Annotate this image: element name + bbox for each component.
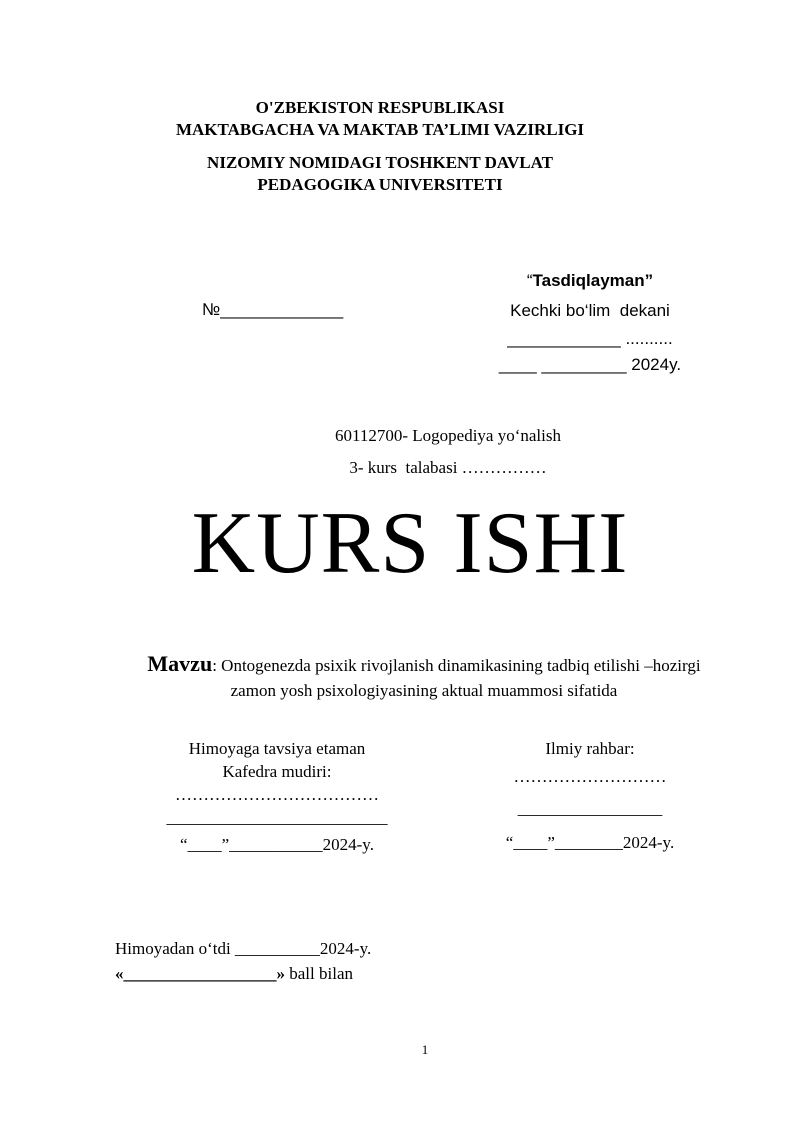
topic-label: Mavzu [147, 651, 213, 676]
ministry-line: MAKTABGACHA VA MAKTAB TA’LIMI VAZIRLIGI [175, 120, 585, 139]
score-blank-quoted: «__________________» [115, 964, 285, 983]
dean-line: Kechki bo‘lim dekani [510, 301, 670, 320]
department-head-dots-blank: ……………………………… [175, 785, 379, 804]
republic-line: O'ZBEKISTON RESPUBLIKASI [255, 98, 505, 117]
advisor-signature-blank: _________________ [517, 799, 663, 818]
university-name-line-2: PEDAGOGIKA UNIVERSITETI [257, 175, 503, 194]
score-suffix: ball bilan [285, 964, 353, 983]
recommendation-line: Himoyaga tavsiya etaman [188, 739, 366, 758]
student-line: 3- kurs talabasi …………… [349, 458, 547, 477]
department-head-signature-blank: __________________________ [166, 808, 388, 827]
defense-score-line [115, 961, 371, 986]
main-title: KURS ISHI [191, 495, 629, 592]
department-head-line: Kafedra mudiri: [222, 762, 332, 781]
topic-separator: : [212, 656, 222, 675]
advisor-dots-blank: ……………………… [513, 767, 667, 786]
topic-text-line-2: zamon yosh psixologiyasining aktual muammosi sifatida [230, 681, 618, 700]
university-header [0, 97, 760, 196]
page-number: 1 [421, 1042, 429, 1057]
approval-title [475, 266, 705, 296]
defense-result-block [115, 936, 371, 986]
header-gap [0, 141, 760, 152]
approval-open-quote: “ [526, 271, 533, 290]
approval-title-text: Tasdiqlayman” [532, 271, 654, 290]
university-name-line-1: NIZOMIY NOMIDAGI TOSHKENT DAVLAT [207, 153, 553, 172]
advisor-label: Ilmiy rahbar: [545, 739, 635, 758]
topic-text-line-1: Ontogenezda psixik rivojlanish dinamikasining tadbiq etilishi –hozirgi [221, 656, 701, 675]
recommendation-signature-block [157, 737, 397, 856]
advisor-signature-block [480, 737, 700, 854]
department-head-date-blank: “____”___________2024-y. [180, 835, 374, 854]
advisor-date-blank: “____”________2024-y. [505, 833, 675, 852]
approval-signature-blank: ____________ .......... [507, 329, 673, 348]
topic-line-1 [24, 651, 800, 678]
topic-block [24, 651, 800, 703]
document-number-blank: №_____________ [202, 300, 344, 319]
defense-date-line: Himoyadan o‘tdi __________2024-y. [115, 939, 372, 958]
approval-block [475, 266, 705, 378]
program-block [48, 420, 800, 484]
specialty-code-line: 60112700- Logopediya yo‘nalish [335, 426, 561, 445]
approval-date-blank: ____ _________ 2024y. [498, 355, 682, 374]
